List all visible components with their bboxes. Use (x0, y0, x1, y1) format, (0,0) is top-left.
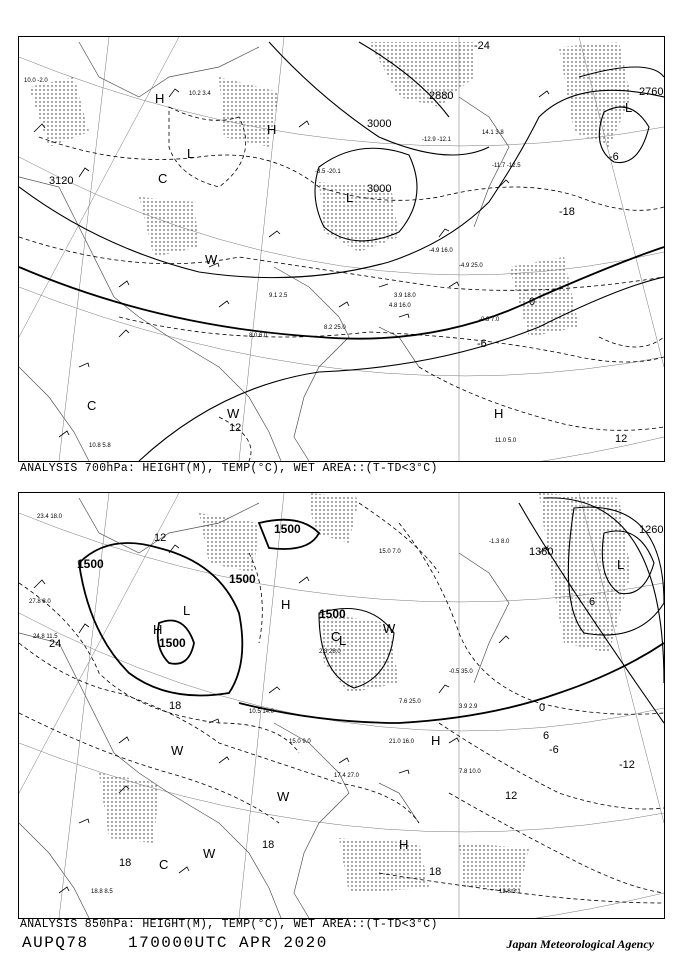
height-label: 1260 (639, 524, 664, 536)
height-label: 3000 (367, 183, 392, 195)
station-obs: 10.8 5.8 (89, 443, 111, 449)
agency-name: Japan Meteorological Agency (506, 937, 654, 951)
isotherm-label: 6 (543, 730, 550, 742)
station-obs: 10.0 -2.0 (24, 78, 48, 84)
low-center: L (625, 100, 633, 115)
height-label: 1500 (274, 522, 301, 536)
height-label: 3120 (49, 175, 74, 187)
high-center: H (494, 406, 504, 421)
station-obs: 15.0 7.0 (379, 549, 401, 555)
station-obs: 14.1 3.8 (482, 130, 504, 136)
height-label: 1500 (77, 557, 104, 571)
station-obs: -12.9 -12.1 (422, 137, 452, 143)
height-label: 3000 (367, 118, 392, 130)
height-contours (19, 42, 664, 461)
height-label: 1500 (229, 572, 256, 586)
low-center: L (346, 190, 354, 205)
isotherm-label: 12 (615, 433, 628, 445)
low-center: L (183, 603, 191, 618)
cold-center: C (87, 398, 97, 413)
isotherm-label: 0 (539, 702, 546, 714)
station-obs: -8.5 -20.1 (315, 169, 341, 175)
station-obs: 8.0 6.0 (249, 333, 268, 339)
station-obs: 12.8 3.1 (499, 889, 521, 895)
height-label: 1500 (319, 607, 346, 621)
high-center: H (431, 733, 441, 748)
isotherm-label: -6 (549, 744, 559, 756)
warm-center: W (205, 252, 218, 267)
isotherm-label: 12 (154, 532, 167, 544)
station-obs: 7.6 25.0 (399, 699, 421, 705)
isotherm-label: 18 (262, 839, 275, 851)
station-obs: 21.0 16.0 (389, 739, 415, 745)
warm-center: W (383, 621, 396, 636)
isotherm-label: 6 (589, 596, 596, 608)
valid-time: 170000UTC APR 2020 (128, 934, 328, 952)
high-center: H (399, 837, 409, 852)
isotherm-label: -18 (559, 206, 575, 218)
warm-center: W (203, 846, 216, 861)
map-panel-700hpa (18, 36, 665, 462)
height-label: 2880 (429, 90, 454, 102)
high-center: H (281, 597, 291, 612)
isotherm-label: -6 (609, 151, 619, 163)
low-center: L (187, 146, 195, 161)
high-center: H (155, 91, 165, 106)
height-label: 2760 (639, 86, 664, 98)
station-obs: 15.0 9.0 (289, 739, 311, 745)
station-obs: 4.8 16.0 (389, 303, 411, 309)
isotherm-label: 18 (429, 866, 442, 878)
map-850hpa-svg (19, 493, 664, 918)
isotherm-label: 12 (229, 422, 242, 434)
station-obs: 17.4 27.0 (334, 773, 360, 779)
height-label: 1500 (159, 636, 186, 650)
panel-caption-700hpa: ANALYSIS 700hPa: HEIGHT(M), TEMP(°C), WET AREA::(T-TD<3°C) (20, 462, 438, 475)
station-obs: 3.9 18.0 (394, 293, 416, 299)
station-obs: 23.4 18.0 (37, 514, 63, 520)
station-obs: -0.3 7.0 (479, 317, 500, 323)
isotherm-label: 18 (119, 857, 132, 869)
station-obs: 24.8 11.5 (33, 634, 58, 640)
isotherm-label: -12 (619, 759, 635, 771)
station-obs: 8.2 25.0 (324, 325, 346, 331)
station-obs: -11.7 -12.5 (492, 163, 521, 169)
isotherm-label: 12 (505, 790, 518, 802)
cold-center: C (158, 171, 168, 186)
high-center: H (153, 622, 163, 637)
graticule (19, 37, 664, 461)
station-obs: -0.5 35.0 (449, 669, 473, 675)
station-obs: 18.8 8.5 (91, 889, 113, 895)
isotherm-label: 0 (529, 296, 536, 308)
map-700hpa-svg (19, 37, 664, 461)
warm-center: W (277, 789, 290, 804)
product-code: AUPQ78 (22, 934, 89, 952)
isotherm-label: -24 (474, 40, 490, 52)
cold-center: C (331, 629, 341, 644)
isotherm-label: 24 (49, 638, 62, 650)
warm-center: W (227, 406, 240, 421)
station-obs: 27.8 8.0 (29, 599, 51, 605)
height-label: 1380 (529, 546, 554, 558)
station-obs: 11.0 5.0 (495, 438, 517, 444)
map-panel-850hpa (18, 492, 665, 919)
station-obs: 10.5 14.0 (249, 709, 275, 715)
cold-center: C (159, 857, 169, 872)
station-obs: 3.9 2.9 (459, 704, 478, 710)
warm-center: W (171, 743, 184, 758)
isotherm-label: -6 (477, 338, 487, 350)
station-obs: 10.2 3.4 (189, 91, 211, 97)
low-center: L (617, 557, 625, 572)
panel-caption-850hpa: ANALYSIS 850hPa: HEIGHT(M), TEMP(°C), WET AREA::(T-TD<3°C) (20, 918, 438, 931)
station-obs-group (29, 514, 521, 895)
station-obs: 9.1 2.5 (269, 293, 288, 299)
isotherm-label: 18 (169, 700, 182, 712)
station-obs: 2.3 28.0 (319, 649, 341, 655)
wet-area-stipple (29, 42, 631, 337)
low-center: L (339, 633, 347, 648)
station-obs: -4.9 16.0 (429, 248, 453, 254)
station-obs: -4.9 25.0 (459, 263, 483, 269)
wind-barbs (34, 545, 549, 893)
high-center: H (267, 122, 277, 137)
station-obs: -1.3 8.0 (489, 539, 510, 545)
station-obs: 7.8 10.0 (459, 769, 481, 775)
